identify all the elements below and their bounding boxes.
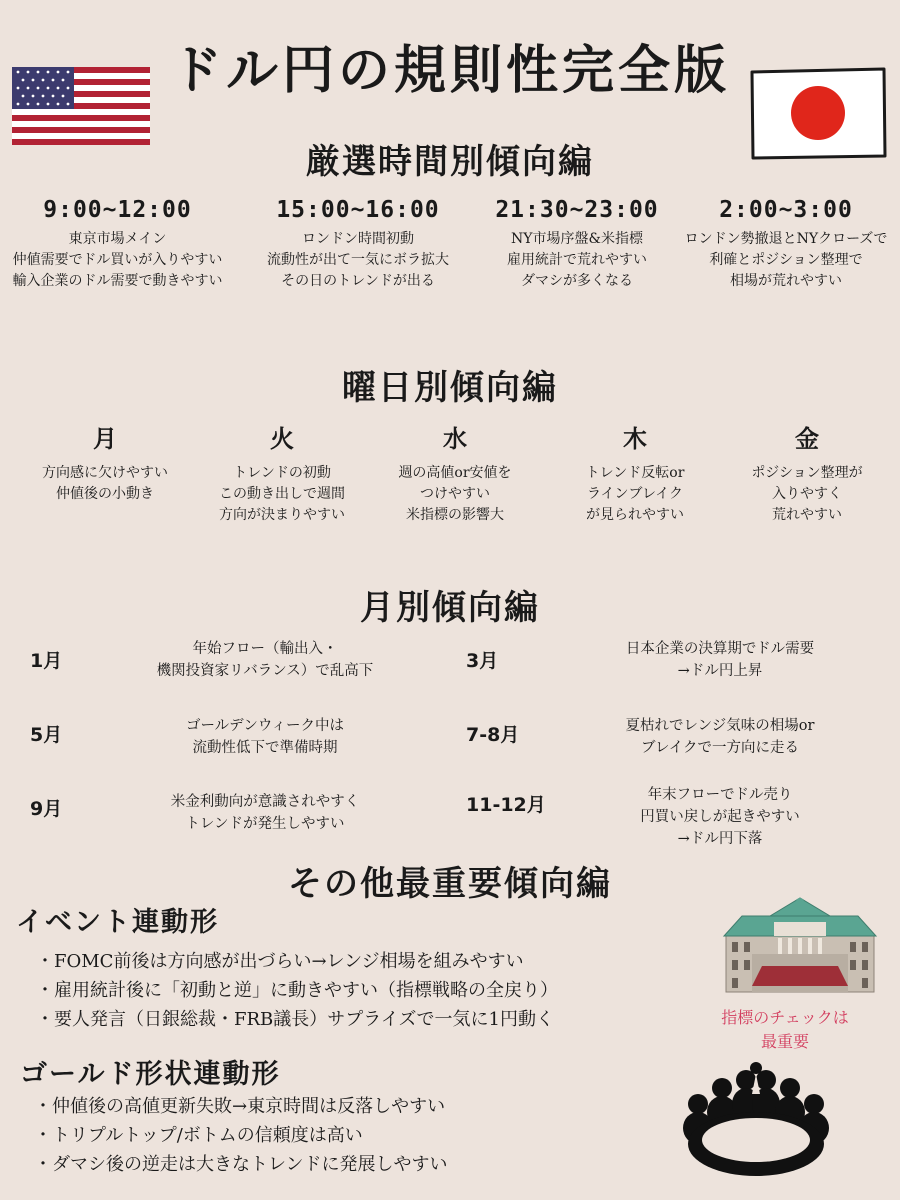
weekday-item [197, 424, 367, 526]
weekday-name: 火 [270, 424, 294, 453]
note-line: 最重要 [760, 1032, 809, 1051]
weekday-item [20, 424, 190, 505]
weekday-line: トレンド反転or [585, 465, 685, 481]
month-label: 3月 [466, 650, 499, 672]
important-note [700, 1006, 870, 1054]
month-description [110, 791, 420, 835]
time-slot-line: ダマシが多くなる [521, 273, 633, 289]
month-description [110, 638, 420, 682]
month-line: 夏枯れでレンジ気味の相場or [625, 718, 815, 734]
time-slot-line: 相場が荒れやすい [730, 273, 842, 289]
month-label: 1月 [30, 650, 63, 672]
section-title-other: その他最重要傾向編 [288, 864, 612, 904]
weekday-line: トレンドの初動 [233, 465, 331, 481]
time-slot-line: NY市場序盤&米指標 [511, 231, 643, 247]
weekday-line: ラインブレイク [586, 486, 684, 502]
time-slot-line: 東京市場メイン [68, 231, 167, 247]
event-bullet-list [36, 947, 558, 1034]
event-bullet: ・雇用統計後に「初動と逆」に動きやすい（指標戦略の全戻り） [36, 980, 558, 1001]
time-slot [672, 197, 900, 292]
month-label: 11-12月 [466, 794, 546, 816]
weekday-name: 木 [623, 424, 647, 453]
time-slot-time: 9:00~12:00 [43, 197, 192, 223]
weekday-line: ポジション整理が [751, 465, 863, 481]
gold-bullet-list [34, 1092, 448, 1179]
central-bank-building-icon [722, 894, 878, 994]
gold-bullet: ・ダマシ後の逆走は大きなトレンドに発展しやすい [34, 1154, 448, 1175]
month-line: →ドル円下落 [677, 831, 763, 847]
weekday-line: 方向が決まりやすい [219, 507, 345, 523]
month-label: 5月 [30, 724, 63, 746]
time-slot-line: 流動性が出て一気にボラ拡大 [267, 252, 449, 268]
weekday-line: この動き出しで週間 [219, 486, 345, 502]
month-line: トレンドが発生しやすい [185, 816, 345, 832]
month-description [110, 715, 420, 759]
section-title-time: 厳選時間別傾向編 [306, 142, 594, 182]
event-bullet: ・FOMC前後は方向感が出づらい→レンジ相場を組みやすい [36, 951, 524, 972]
weekday-line: 荒れやすい [772, 507, 842, 523]
meeting-table-icon [680, 1060, 832, 1186]
time-slot-line: 輸入企業のドル需要で動きやすい [12, 273, 223, 289]
weekday-line: が見られやすい [586, 507, 684, 523]
time-slot-time: 2:00~3:00 [719, 197, 853, 223]
month-line: →ドル円上昇 [677, 663, 763, 679]
event-bullet: ・要人発言（日銀総裁・FRB議長）サプライズで一気に1円動く [36, 1009, 554, 1030]
weekday-item [722, 424, 892, 526]
month-line: 年始フロー（輸出入・ [192, 641, 338, 657]
gold-bullet: ・仲値後の高値更新失敗→東京時間は反落しやすい [34, 1096, 446, 1117]
month-label: 9月 [30, 798, 63, 820]
month-line: 日本企業の決算期でドル需要 [625, 641, 815, 657]
weekday-line: 米指標の影響大 [406, 507, 504, 523]
month-label: 7-8月 [466, 724, 520, 746]
weekday-line: 仲値後の小動き [56, 486, 154, 502]
time-slot [472, 197, 682, 292]
month-line: 流動性低下で準備時期 [192, 740, 338, 756]
time-slot-line: ロンドン勢撤退とNYクローズで [684, 231, 888, 247]
weekday-line: 入りやすく [772, 486, 842, 502]
gold-bullet: ・トリプルトップ/ボトムの信頼度は高い [34, 1125, 363, 1146]
time-slot-line: 利確とポジション整理で [709, 252, 863, 268]
section-title-weekday: 曜日別傾向編 [342, 368, 558, 408]
weekday-line: つけやすい [420, 486, 490, 502]
time-slot-line: 仲値需要でドル買いが入りやすい [12, 252, 223, 268]
month-description [560, 638, 880, 682]
gold-subtitle: ゴールド形状連動形 [20, 1059, 281, 1090]
section-title-month: 月別傾向編 [360, 588, 540, 628]
month-description [560, 715, 880, 759]
weekday-name: 金 [795, 424, 819, 453]
month-line: 米金利動向が意識されやすく [170, 794, 360, 810]
time-slot-line: その日のトレンドが出る [281, 273, 435, 289]
month-description [560, 784, 880, 850]
weekday-item [370, 424, 540, 526]
time-slot-line: 雇用統計で荒れやすい [507, 252, 647, 268]
page-title: ドル円の規則性完全版 [169, 41, 730, 101]
time-slot [240, 197, 476, 292]
month-line: 機関投資家リバランス）で乱高下 [156, 663, 374, 679]
time-slot-time: 15:00~16:00 [276, 197, 440, 223]
weekday-name: 月 [93, 424, 117, 453]
weekday-item [550, 424, 720, 526]
month-line: 年末フローでドル売り [647, 787, 793, 803]
month-line: 円買い戻しが起きやすい [640, 809, 800, 825]
time-slot [0, 197, 235, 292]
time-slot-line: ロンドン時間初動 [302, 231, 414, 247]
note-line: 指標のチェックは [721, 1008, 849, 1027]
weekday-line: 週の高値or安値を [398, 465, 512, 481]
month-line: ブレイクで一方向に走る [641, 740, 799, 756]
event-subtitle: イベント連動形 [16, 907, 219, 938]
time-slot-time: 21:30~23:00 [495, 197, 659, 223]
weekday-name: 水 [443, 424, 467, 453]
month-line: ゴールデンウィーク中は [185, 718, 345, 734]
weekday-line: 方向感に欠けやすい [42, 465, 168, 481]
